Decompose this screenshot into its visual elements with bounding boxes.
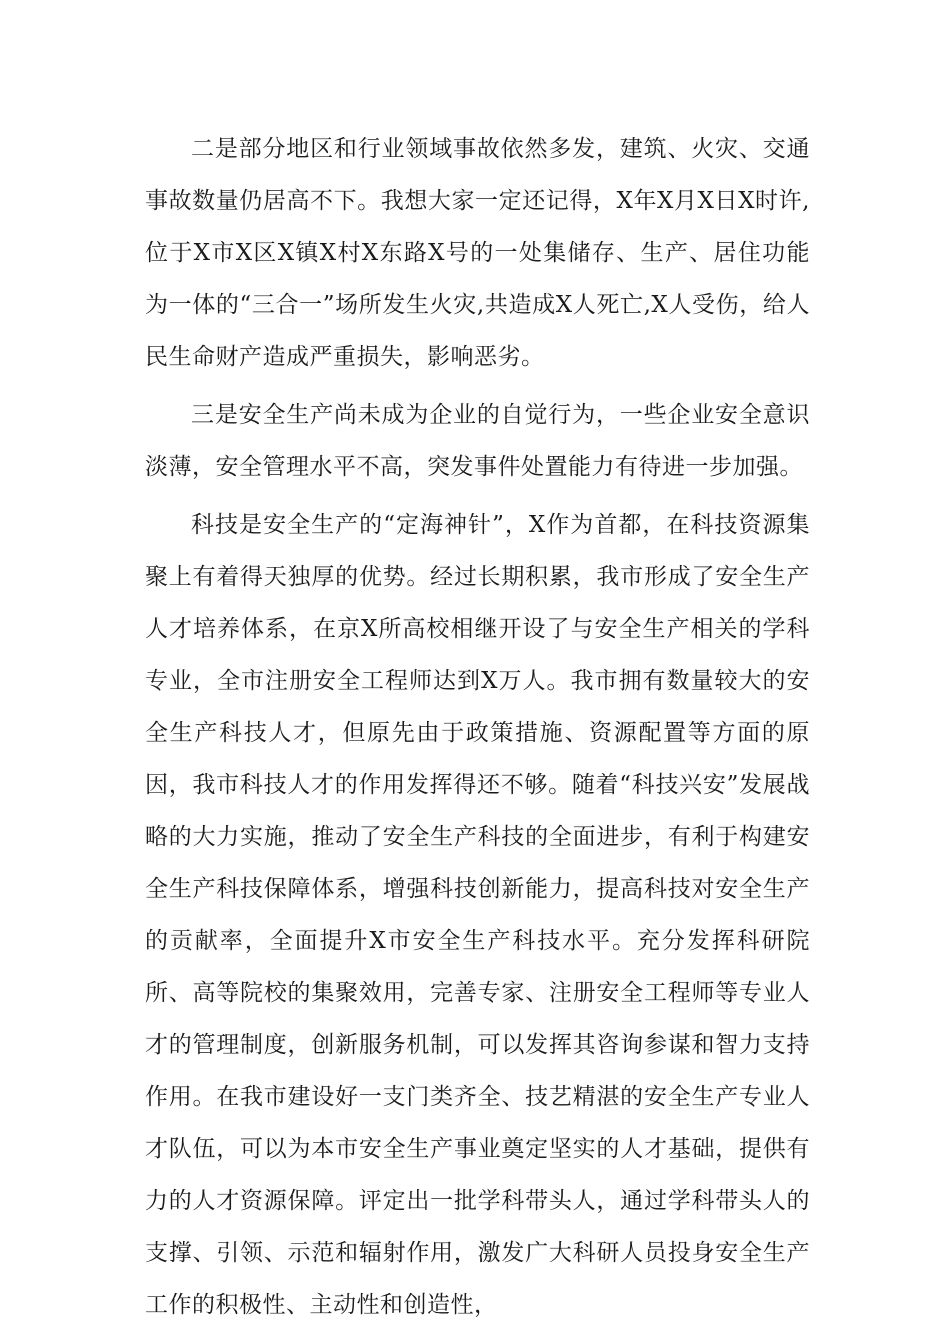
paragraph-accidents: 二是部分地区和行业领域事故依然多发，建筑、火灾、交通事故数量仍居高不下。我想大家一定还记得，X年X月X日X时许,位于X市X区X镇X村X东路X号的一处集储存、生产、居住功能为一体的“三合一”场所发生火灾,共造成X人死亡,X人受伤，给人民生命财产造成严重损失，影响恶劣。 [145,136,810,370]
paragraph-enterprise-awareness: 三是安全生产尚未成为企业的自觉行为，一些企业安全意识淡薄，安全管理水平不高，突发事件处置能力有待进一步加强。 [145,402,810,480]
document-body [145,123,810,1337]
paragraph-science-technology: 科技是安全生产的“定海神针”，X作为首都，在科技资源集聚上有着得天独厚的优势。经过长期积累，我市形成了安全生产人才培养体系，在京X所高校相继开设了与安全生产相关的学科专业，全市注册安全工程师达到X万人。我市拥有数量较大的安全生产科技人才，但原先由于政策措施、资源配置等方面的原因，我市科技人才的作用发挥得还不够。随着“科技兴安”发展战略的大力实施，推动了安全生产科技的全面进步，有利于构建安全生产科技保障体系，增强科技创新能力，提高科技对安全生产的贡献率，全面提升X市安全生产科技水平。充分发挥科研院所、高等院校的集聚效用，完善专家、注册安全工程师等专业人才的管理制度，创新服务机制，可以发挥其咨询参谋和智力支持作用。在我市建设好一支门类齐全、技艺精湛的安全生产专业人才队伍，可以为本市安全生产事业奠定坚实的人才基础，提供有力的人才资源保障。评定出一批学科带头人，通过学科带头人的支撑、引领、示范和辐射作用，激发广大科研人员投身安全生产工作的积极性、主动性和创造性， [145,512,810,1318]
